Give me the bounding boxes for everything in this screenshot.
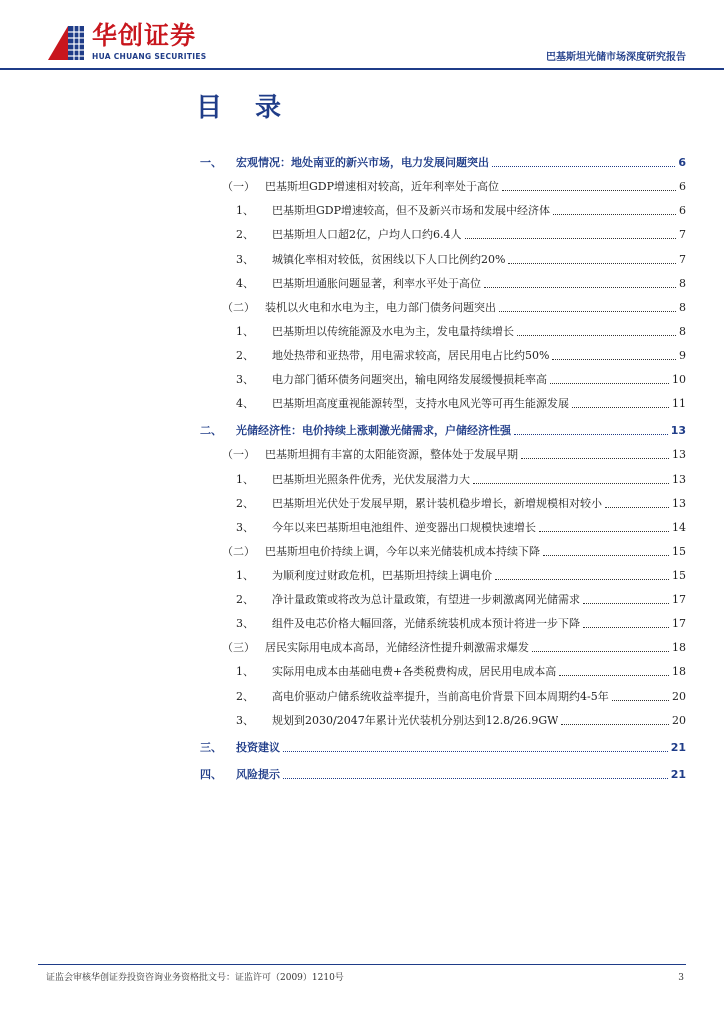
toc-entry-title: 投资建议 [236, 740, 280, 754]
toc-entry-page: 18 [672, 665, 686, 679]
footer-divider [38, 964, 686, 965]
toc-dot-leader [532, 651, 669, 652]
toc-entry-title: 风险提示 [236, 767, 280, 781]
toc-dot-leader [572, 407, 669, 408]
toc-entry[interactable] [200, 535, 686, 559]
table-of-contents [200, 146, 686, 782]
header-divider [0, 68, 724, 70]
toc-entry-title: 巴基斯坦GDP增速相对较高，近年利率处于高位 [265, 180, 500, 194]
toc-entry[interactable] [200, 704, 686, 728]
toc-entry[interactable] [200, 194, 686, 218]
toc-entry[interactable] [200, 462, 686, 486]
toc-entry-number: 3、 [236, 373, 254, 387]
toc-dot-leader [539, 531, 669, 532]
toc-entry-number: 1、 [236, 324, 254, 338]
toc-entry[interactable] [200, 218, 686, 242]
toc-dot-leader [561, 724, 669, 725]
toc-entry-page: 13 [672, 496, 686, 510]
toc-entry-title: 巴基斯坦光照条件优秀，光伏发展潜力大 [272, 472, 470, 486]
toc-entry[interactable] [200, 583, 686, 607]
toc-dot-leader [465, 238, 677, 239]
toc-entry-page: 13 [672, 472, 686, 486]
toc-entry[interactable] [200, 631, 686, 655]
toc-entry-number: 4、 [236, 276, 254, 290]
toc-entry-page: 6 [678, 156, 686, 170]
huachuang-logo-icon [46, 22, 86, 62]
toc-dot-leader [283, 751, 668, 752]
toc-entry-number: （一） [222, 180, 255, 194]
toc-entry-number: 1、 [236, 665, 254, 679]
toc-entry-page: 10 [672, 373, 686, 387]
toc-entry-page: 14 [672, 520, 686, 534]
toc-entry[interactable] [200, 655, 686, 679]
toc-entry-number: 2、 [236, 348, 254, 362]
toc-entry-number: 2、 [236, 593, 254, 607]
toc-entry-title: 电力部门循环债务问题突出，输电网络发展缓慢损耗率高 [272, 373, 547, 387]
toc-entry-number: （一） [222, 448, 255, 462]
toc-entry[interactable] [200, 170, 686, 194]
toc-dot-leader [495, 579, 669, 580]
toc-entry-page: 20 [672, 689, 686, 703]
toc-entry-number: 2、 [236, 689, 254, 703]
toc-entry-number: 1、 [236, 204, 254, 218]
toc-dot-leader [502, 190, 676, 191]
toc-entry-page: 21 [670, 740, 686, 754]
toc-entry-page: 8 [679, 276, 686, 290]
toc-entry[interactable] [200, 511, 686, 535]
toc-entry-page: 15 [672, 568, 686, 582]
toc-entry-title: 巴基斯坦高度重视能源转型，支持水电风光等可再生能源发展 [272, 397, 569, 411]
toc-entry-title: 宏观情况：地处南亚的新兴市场，电力发展问题突出 [236, 156, 489, 170]
toc-entry-title: 实际用电成本由基础电费+各类税费构成，居民用电成本高 [272, 665, 557, 679]
toc-entry-page: 17 [672, 617, 686, 631]
toc-entry-page: 6 [679, 180, 686, 194]
toc-entry[interactable] [200, 438, 686, 462]
toc-entry-page: 15 [672, 544, 686, 558]
toc-entry-page: 6 [679, 204, 686, 218]
toc-entry-number: （二） [222, 544, 255, 558]
toc-entry-number: （三） [222, 641, 255, 655]
toc-entry-title: 城镇化率相对较低，贫困线以下人口比例约20% [272, 252, 506, 266]
toc-entry-number: 3、 [236, 252, 254, 266]
toc-dot-leader [553, 214, 676, 215]
toc-dot-leader [543, 555, 669, 556]
toc-entry-title: 组件及电芯价格大幅回落，光储系统装机成本预计将进一步下降 [272, 617, 580, 631]
toc-dot-leader [550, 383, 669, 384]
toc-entry-number: 二、 [200, 424, 222, 438]
page-title: 目 录 [196, 93, 294, 123]
toc-dot-leader [605, 507, 669, 508]
toc-entry-page: 7 [679, 228, 686, 242]
toc-entry[interactable] [200, 291, 686, 315]
toc-entry-number: 3、 [236, 617, 254, 631]
page-number: 3 [678, 973, 684, 983]
toc-entry-page: 13 [670, 424, 686, 438]
toc-entry-page: 7 [679, 252, 686, 266]
toc-entry-number: 2、 [236, 228, 254, 242]
toc-entry-title: 装机以火电和水电为主，电力部门债务问题突出 [265, 300, 496, 314]
toc-dot-leader [559, 675, 669, 676]
toc-entry-title: 规划到2030/2047年累计光伏装机分别达到12.8/26.9GW [272, 713, 559, 727]
toc-entry-number: 1、 [236, 472, 254, 486]
toc-entry-title: 净计量政策或将改为总计量政策，有望进一步刺激离网光储需求 [272, 593, 580, 607]
toc-entry-title: 高电价驱动户储系统收益率提升，当前高电价背景下回本周期约4-5年 [272, 689, 609, 703]
toc-dot-leader [583, 603, 669, 604]
toc-entry-title: 巴基斯坦光伏处于发展早期，累计装机稳步增长，新增规模相对较小 [272, 496, 602, 510]
toc-entry-title: 居民实际用电成本高昂，光储经济性提升刺激需求爆发 [265, 641, 529, 655]
toc-entry[interactable] [200, 146, 686, 170]
toc-dot-leader [583, 627, 669, 628]
toc-entry[interactable] [200, 387, 686, 411]
toc-entry-number: 3、 [236, 520, 254, 534]
toc-entry-title: 地处热带和亚热带，用电需求较高，居民用电占比约50% [272, 348, 550, 362]
toc-entry-page: 18 [672, 641, 686, 655]
toc-entry-number: 2、 [236, 496, 254, 510]
toc-entry-title: 巴基斯坦电价持续上调，今年以来光储装机成本持续下降 [265, 544, 540, 558]
toc-dot-leader [517, 335, 676, 336]
page-header [0, 0, 724, 72]
toc-entry[interactable] [200, 339, 686, 363]
toc-dot-leader [514, 434, 668, 435]
toc-entry-number: 1、 [236, 568, 254, 582]
toc-entry-page: 8 [679, 324, 686, 338]
toc-entry-title: 巴基斯坦人口超2亿，户均人口约6.4人 [272, 228, 462, 242]
toc-dot-leader [612, 700, 669, 701]
toc-dot-leader [499, 311, 676, 312]
toc-entry[interactable] [200, 242, 686, 266]
toc-entry[interactable] [200, 487, 686, 511]
toc-entry[interactable] [200, 758, 686, 782]
toc-entry-page: 13 [672, 448, 686, 462]
toc-entry-title: 今年以来巴基斯坦电池组件、逆变器出口规模快速增长 [272, 520, 536, 534]
toc-entry-number: 3、 [236, 713, 254, 727]
toc-entry-page: 9 [679, 348, 686, 362]
toc-entry[interactable] [200, 363, 686, 387]
toc-dot-leader [283, 778, 668, 779]
toc-entry-title: 为顺利度过财政危机，巴基斯坦持续上调电价 [272, 568, 492, 582]
toc-entry-number: 三、 [200, 740, 222, 754]
toc-entry-title: 巴基斯坦拥有丰富的太阳能资源，整体处于发展早期 [265, 448, 518, 462]
toc-dot-leader [473, 483, 669, 484]
toc-entry-number: 4、 [236, 397, 254, 411]
toc-entry-title: 光储经济性：电价持续上涨刺激光储需求，户储经济性强 [236, 424, 511, 438]
toc-entry-number: 四、 [200, 767, 222, 781]
toc-entry[interactable] [200, 559, 686, 583]
report-title: 巴基斯坦光储市场深度研究报告 [546, 52, 686, 63]
toc-entry[interactable] [200, 267, 686, 291]
brand-name-cn: 华创证券 [92, 21, 197, 50]
toc-entry[interactable] [200, 679, 686, 703]
toc-dot-leader [521, 458, 669, 459]
toc-entry[interactable] [200, 607, 686, 631]
toc-entry-number: 一、 [200, 156, 222, 170]
toc-dot-leader [484, 287, 676, 288]
toc-entry-title: 巴基斯坦通胀问题显著，利率水平处于高位 [272, 276, 481, 290]
footer-license: 证监会审核华创证券投资咨询业务资格批文号：证监许可（2009）1210号 [46, 973, 344, 983]
toc-dot-leader [552, 359, 676, 360]
toc-dot-leader [492, 166, 675, 167]
toc-entry-page: 17 [672, 593, 686, 607]
toc-entry[interactable] [200, 315, 686, 339]
toc-entry-page: 8 [679, 300, 686, 314]
toc-entry-title: 巴基斯坦GDP增速较高，但不及新兴市场和发展中经济体 [272, 204, 551, 218]
toc-entry-page: 11 [672, 397, 686, 411]
toc-entry[interactable] [200, 414, 686, 438]
toc-entry-page: 21 [670, 767, 686, 781]
brand-name-en: HUA CHUANG SECURITIES [92, 52, 207, 61]
toc-entry-page: 20 [672, 713, 686, 727]
toc-entry-title: 巴基斯坦以传统能源及水电为主，发电量持续增长 [272, 324, 514, 338]
toc-entry-number: （二） [222, 300, 255, 314]
toc-entry[interactable] [200, 731, 686, 755]
toc-dot-leader [508, 263, 676, 264]
